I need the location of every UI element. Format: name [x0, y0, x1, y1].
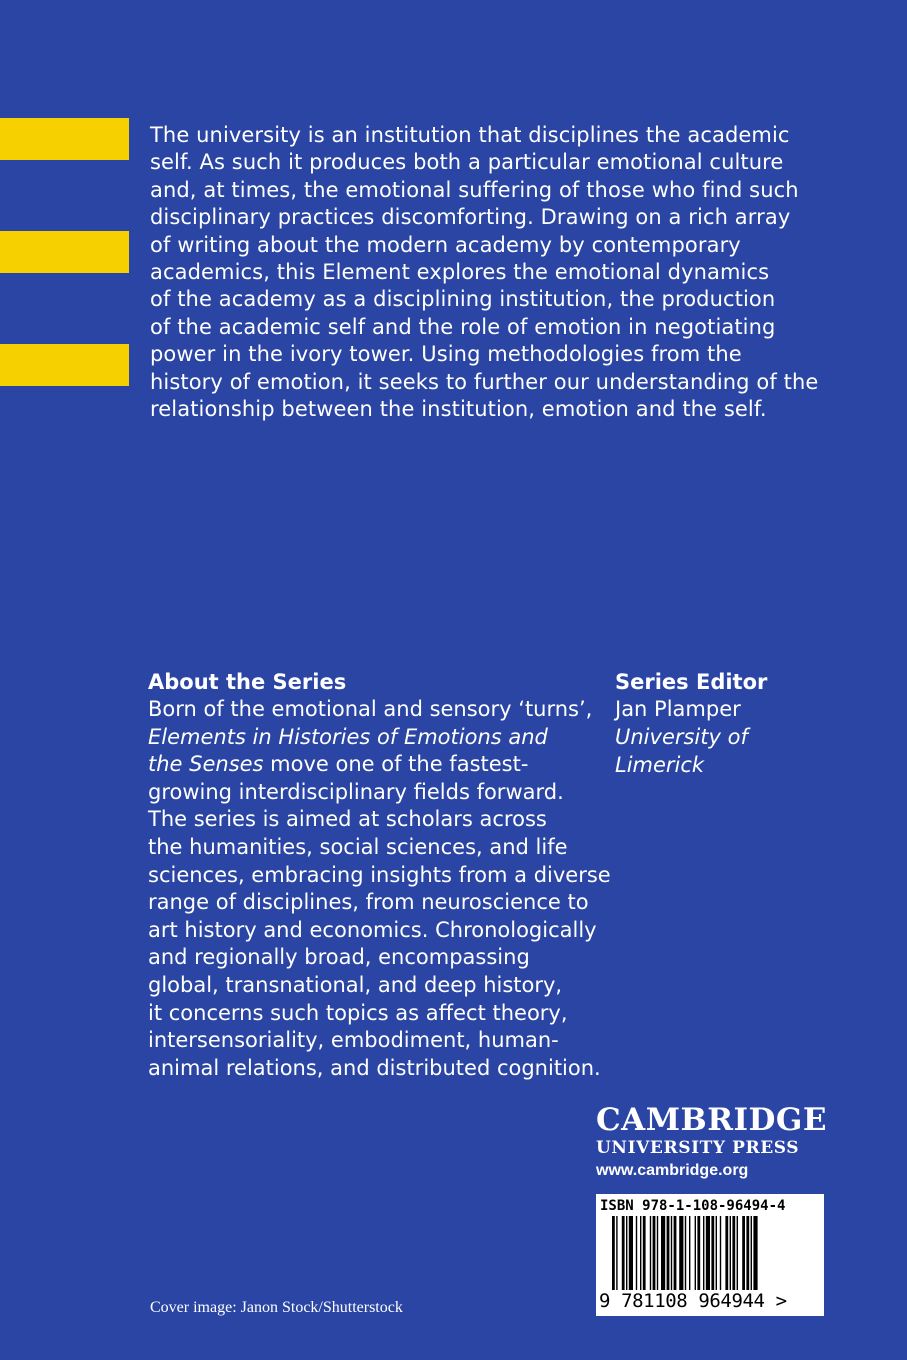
barcode-stripe [616, 1216, 617, 1290]
barcode-stripe [706, 1216, 710, 1290]
institution-line: Limerick [615, 752, 705, 777]
barcode-stripe [746, 1216, 749, 1290]
publisher-name: CAMBRIDGE [596, 1102, 827, 1138]
barcode-stripe [674, 1216, 677, 1290]
about-line: and regionally broad, encompassing [148, 945, 530, 970]
barcode-stripe [636, 1216, 637, 1290]
barcode-stripe [725, 1216, 728, 1290]
about-line: intersensoriality, embodiment, human- [148, 1028, 559, 1053]
book-blurb [150, 122, 840, 423]
barcode-stripe [622, 1216, 625, 1290]
blurb-line: power in the ivory tower. Using methodologies from the [150, 342, 742, 367]
blurb-line: The university is an institution that disciplines the academic [150, 123, 790, 147]
barcode-stripe [703, 1216, 704, 1290]
isbn-label: ISBN 978-1-108-96494-4 [600, 1198, 786, 1214]
barcode-stripe [650, 1216, 651, 1290]
barcode-stripe [679, 1216, 683, 1290]
publisher-logo [596, 1104, 826, 1182]
isbn-barcode [596, 1194, 824, 1316]
about-line: the humanities, social sciences, and life [148, 834, 568, 859]
barcode-stripe [657, 1216, 658, 1290]
barcode-stripe [629, 1216, 633, 1290]
barcode-stripe [737, 1216, 738, 1290]
about-series-text [148, 696, 611, 1082]
barcode-stripe [667, 1216, 670, 1290]
barcode-stripe [653, 1216, 656, 1290]
barcode-stripe [671, 1216, 672, 1290]
series-editor-heading: Series Editor [615, 670, 768, 694]
barcode-stripe [689, 1216, 690, 1290]
barcode-stripe [661, 1216, 665, 1290]
barcode-stripe [730, 1216, 731, 1290]
about-line: growing interdisciplinary fields forward. [148, 779, 564, 804]
about-line: sciences, embracing insights from a diverse [148, 862, 611, 887]
blurb-line: of the academic self and the role of emotion in negotiating [150, 314, 776, 339]
cover-image-credit: Cover image: Janon Stock/Shutterstock [150, 1299, 403, 1316]
barcode-bars [612, 1216, 812, 1290]
blurb-line: disciplinary practices discomforting. Drawing on a rich array [150, 205, 791, 230]
barcode-stripe [643, 1216, 646, 1290]
about-line: Born of the emotional and sensory ‘turns’, [148, 697, 593, 721]
barcode-stripe [685, 1216, 686, 1290]
publisher-url: www.cambridge.org [596, 1162, 749, 1179]
barcode-stripe [720, 1216, 721, 1290]
about-line: The series is aimed at scholars across [148, 807, 547, 832]
about-line: it concerns such topics as affect theory, [148, 1000, 568, 1025]
yellow-accent-bar-1 [0, 118, 129, 160]
barcode-stripe [626, 1216, 627, 1290]
barcode-stripe [640, 1216, 641, 1290]
series-editor-institution [615, 724, 815, 779]
about-line: global, transnational, and deep history, [148, 972, 563, 997]
about-line-rest: move one of the fastest- [263, 752, 529, 777]
series-title-italic: Elements in Histories of Emotions and [148, 724, 548, 749]
barcode-digits: 9 781108 964944 > [599, 1290, 787, 1312]
barcode-stripe [753, 1216, 757, 1290]
about-line [148, 724, 608, 752]
barcode-stripe [751, 1216, 752, 1290]
barcode-stripe [716, 1216, 717, 1290]
publisher-subtitle: UNIVERSITY PRESS [596, 1138, 800, 1158]
yellow-accent-bar-3 [0, 344, 129, 386]
blurb-line: of writing about the modern academy by contemporary [150, 232, 741, 257]
barcode-stripe [612, 1216, 615, 1290]
barcode-stripe [697, 1216, 700, 1290]
barcode-stripe [742, 1216, 745, 1290]
blurb-line: self. As such it produces both a particular emotional culture [150, 150, 784, 175]
about-line: animal relations, and distributed cognition. [148, 1055, 601, 1080]
about-series-heading: About the Series [148, 670, 347, 694]
institution-line: University of [615, 725, 748, 749]
blurb-line: academics, this Element explores the emotional dynamics [150, 260, 770, 285]
barcode-stripe [695, 1216, 696, 1290]
barcode-stripe [732, 1216, 735, 1290]
yellow-accent-bar-2 [0, 231, 129, 273]
about-line [148, 751, 608, 779]
blurb-line: of the academy as a disciplining institution, the production [150, 287, 776, 312]
barcode-stripe [711, 1216, 714, 1290]
series-title-italic: the Senses [148, 752, 264, 777]
blurb-line: relationship between the institution, emotion and the self. [150, 397, 767, 422]
blurb-line: history of emotion, it seeks to further our understanding of the [150, 369, 819, 394]
about-line: range of disciplines, from neuroscience to [148, 890, 589, 915]
about-line: art history and economics. Chronologically [148, 917, 597, 942]
blurb-line: and, at times, the emotional suffering of those who find such [150, 177, 799, 202]
series-editor-name: Jan Plamper [615, 697, 741, 721]
